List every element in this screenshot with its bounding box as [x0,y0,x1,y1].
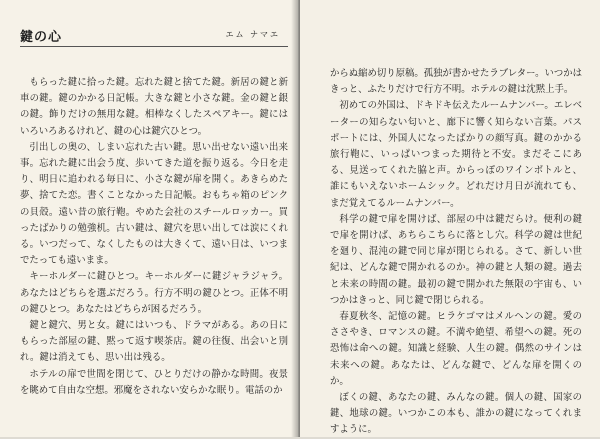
essay-title: 鍵の心 [20,30,63,45]
left-page [0,0,298,437]
paragraph-continued: からぬ縮め切り原稿。孤独が書かせたラブレター。いつかはきっと、ふたりだけで行方不明。ホテルの鍵は沈黙上手。 [330,68,583,96]
paragraph: 引出しの奥の、しまい忘れた古い鍵。思い出せない遠い出来事。忘れた鍵に出会う度、歩いてきた道を振り返る。今日を走り、明日に追われる毎日に、小さな鍵が扉を開く。あきらめた夢、捨てた恋。書くことなかった日記帳。おもちゃ箱のピンクの貝殻。遠い昔の旅行鞄。やめた会社のスチールロッカー。買ったばかりの勉強机。古い鍵は、鍵穴を思い出しては涙にくれる。いつだって、なくしたものは大きくて、遠い日は、いつまでたっても遠いまま。 [20,141,288,267]
paragraph: 鍵と鍵穴、男と女。鍵にはいつも、ドラマがある。あの日にもらった部屋の鍵、黙って返す喫茶店。鍵の往復、出会いと別れ。鍵は消えても、思い出は残る。 [20,320,288,364]
author-name: エム ナマエ [225,30,280,39]
paragraph: ぼくの鍵、あなたの鍵、みんなの鍵。個人の鍵、国家の鍵、地球の鍵。いつかこの本も、誰かの鍵になってくれますように。 [330,392,582,436]
paragraph: 科学の鍵で扉を開けば、部屋の中は鍵だらけ。便利の鍵で扉を開けば、あちらこちらに落とし穴。科学の鍵は世紀を廻り、混沌の鍵で同じ扉が閉じられる。さて、新しい世紀は、どんな鍵で開かれるのか。神の鍵と人類の鍵。過去と未来の時間の鍵。最初の鍵で開かれた無限の宇宙も、いつかはきっと、同じ鍵で閉じられる。 [330,213,582,306]
right-page [300,0,600,437]
paragraph: 春夏秋冬、記憶の鍵。ヒラケゴマはメルヘンの鍵。愛のささやき、ロマンスの鍵。不満や絶望、希望への鍵。死の恐怖は命への鍵。知識と経験、人生の鍵。偶然のサインは未来への鍵。あなたは、どんな鍵で、どんな扉を開くのか。 [330,311,582,387]
paragraph: もらった鍵に拾った鍵。忘れた鍵と捨てた鍵。新居の鍵と新車の鍵。鍵のかかる日記帳。大きな鍵と小さな鍵。金の鍵と銀の鍵。飾りだけの無用な鍵。相棒なくしたスペアキー。鍵にはいろいろあるけれど、鍵の心は鍵穴ひとつ。 [20,77,288,137]
page-header [20,26,288,47]
paragraph: キーホルダーに鍵ひとつ。キーホルダーに鍵ジャラジャラ。あなたはどちらを選ぶだろう。行方不明の鍵ひとつ。正体不明の鍵ひとつ。あなたはどちらが困るだろう。 [20,271,288,315]
paragraph: 初めての外国は、ドキドキ伝えたルームナンバー。エレベーターの知らない匂いと、廊下に響く知らない言葉。パスポートには、外国人になったばかりの顔写真。鍵のかかる旅行鞄に、いっぱいつまった期待と不安。まだそこにある、見送ってくれた脇と声。からっぽのワインボトルと、誰にもいえないホームシック。どれだけ月日が流れても、まだ覚えてるルームナンバー。 [330,100,582,209]
paragraph: ホテルの扉で世間を閉じて、ひとりだけの静かな時間。夜景を眺めて自由な空想。邪魔をされない安らかな眠り。電話のか [20,368,288,396]
